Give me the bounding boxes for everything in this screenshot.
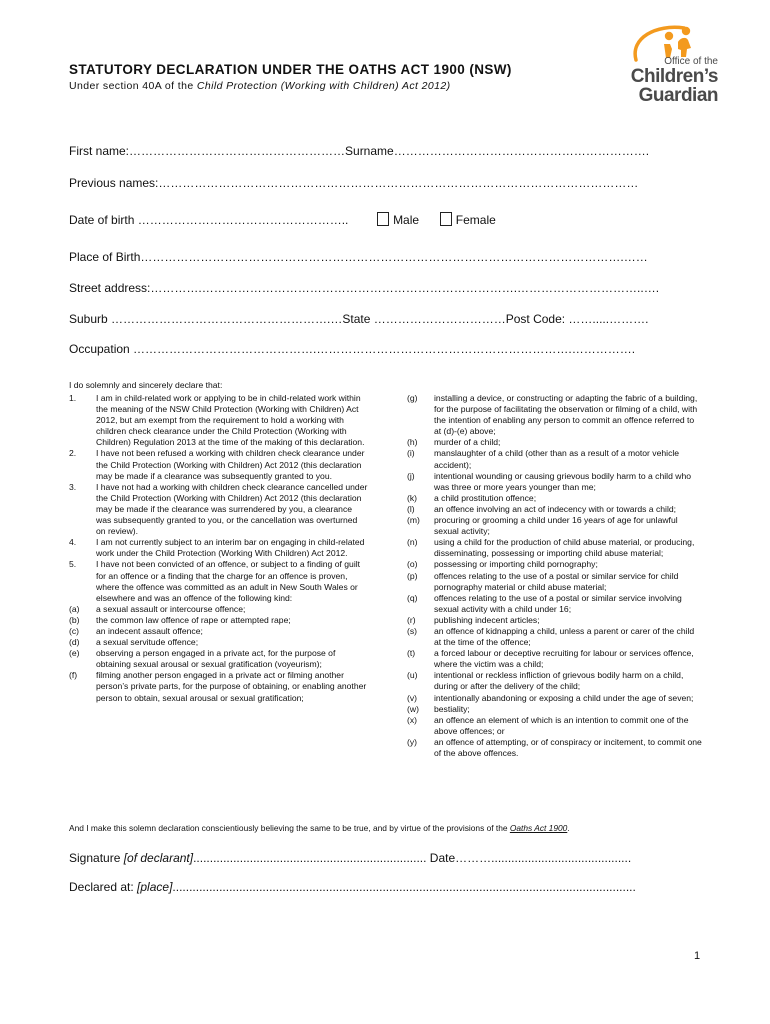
declaration-item-label: (s) [407,625,418,636]
declaration-item-text: a child prostitution offence; [434,492,537,503]
declaration-item-text: I have not been refused a working with children check clearance under the Child Protection (Working with Children) Act 2012 (this declaration may be made if a clearance was subsequently granted to you. [96,448,365,481]
declaration-item-label: (i) [407,448,415,459]
declaration-item-text: an offence of attempting, or of conspiracy or incitement, to commit one of the above offences. [434,736,702,758]
declaration-item-text: a forced labour or deceptive recruiting for labour or services offence, where the victim was a child; [434,648,694,670]
declaration-item-text: filming another person engaged in a private act or filming another person’s private parts, for the purpose of obtaining, or enabling another person to obtain, sexual arousal or sexual gratification; [96,670,367,703]
declaration-item-label: 1. [69,393,77,403]
right-column [407,393,703,759]
declaration-item-label: (t) [407,648,416,659]
declaration-item-text: I am in child-related work or applying to be in child-related work within the meaning of the NSW Child Protection (Working with Children) Act 2012, but am exempt from the requirement to hold a working with children check clearance under the Child Protection (Working with Children) Regulation 2013 at the time of the making of this declaration. [96,393,365,448]
first-name-surname-field[interactable]: First name:………………………………………………Surname………………………………………………………. [69,144,650,158]
declaration-item [407,704,703,715]
declaration-item-text: observing a person engaged in a private act, for the purpose of obtaining sexual arousal or sexual gratification (voyeurism); [96,648,336,670]
declaration-item [69,615,369,626]
declaration-item [407,626,703,648]
declaration-item-label: (n) [407,537,418,548]
declaration-item [407,537,703,559]
place-of-birth-field[interactable]: Place of Birth………………………………………………………………………………………………………….…… [69,250,648,264]
page-title: STATUTORY DECLARATION UNDER THE OATHS ACT 1900 (NSW) [69,62,512,77]
declaration-item-label: (c) [69,625,80,636]
declaration-item [69,670,369,703]
declaration-item [407,615,703,626]
declaration-item-label: (p) [407,570,418,581]
declaration-item [69,482,369,537]
logo-line-1: Office of the [664,56,718,67]
declaration-item-text: intentionally abandoning or exposing a child under the age of seven; [434,692,694,703]
date-of-birth-row [69,212,496,227]
date-of-birth-field[interactable]: Date of birth …………………………………………….. [69,213,349,227]
signature-field[interactable] [69,851,631,865]
oaths-act-link[interactable]: Oaths Act 1900 [509,823,568,833]
declaration-item [407,448,703,470]
declaration-item-text: a sexual assault or intercourse offence; [96,603,246,614]
signature-date[interactable]: Date……….......................................... [426,851,632,865]
declaration-item [69,648,369,670]
declaration-item-text: an offence involving an act of indecency with or towards a child; [434,503,677,514]
declaration-item [407,559,703,570]
declaration-item-label: (k) [407,492,418,503]
male-checkbox[interactable] [377,212,389,226]
declaration-item-text: I have not had a working with children check clearance cancelled under the Child Protection (Working with Children) Act 2012 (this declaration may be made if the clearance was surrendered by you, a clearance was subsequently granted to you, or the cancellation was overturned on review). [96,481,368,537]
declared-at-dots: ........................................................................................................................................... [172,880,636,894]
declaration-item [69,604,369,615]
declaration-item-text: an indecent assault offence; [96,625,203,636]
declaration-item-label: (m) [407,515,420,526]
left-column [69,393,369,704]
declaration-item-text: an offence an element of which is an intention to commit one of the above offences; or [434,714,689,736]
declaration-item-label: 2. [69,448,77,459]
closing-end: . [567,823,570,833]
declaration-item [407,571,703,593]
declaration-item-text: I am not currently subject to an interim bar on engaging in child-related work under the Child Protection (Working With Children) Act 2012. [96,537,365,559]
signature-dots: ...................................................................... [193,851,427,865]
declaration-item-label: (b) [69,614,80,625]
declaration-item-label: 4. [69,537,77,548]
declared-at-field[interactable] [69,880,636,894]
logo-line-3: Guardian [638,85,718,106]
signature-label: Signature [69,851,124,865]
declaration-item-text: offences relating to the use of a postal or similar service involving sexual activity with a child under 16; [434,592,682,614]
declaration-item-label: (w) [407,703,419,714]
declaration-item-label: (a) [69,603,80,614]
declaration-item-text: bestiality; [434,703,470,714]
declaration-item [407,670,703,692]
suburb-state-postcode-field[interactable]: Suburb ……………………………………………….…State ……………………………Post Code: …….....………. [69,312,649,326]
declaration-item [407,493,703,504]
declared-at-hint: [place] [137,880,173,894]
declaration-item-text: installing a device, or constructing or adapting the fabric of a building, for the purpose of facilitating the observation or filming of a child, with the intention of enabling any person to commit an offence referred to at (d)-(e) above; [434,393,698,437]
declaration-item-text: offences relating to the use of a postal or similar service for child pornography material or child abuse material; [434,570,679,592]
declaration-item [407,593,703,615]
declaration-item-label: (j) [407,470,415,481]
page-subtitle [69,80,451,92]
street-address-field[interactable]: Street address:………….…………………………………………………………………….…………………………..…. [69,281,660,295]
declaration-item-label: (u) [407,670,418,681]
declaration-item-text: I have not been convicted of an offence, or subject to a finding of guilt for an offence or a finding that the charge for an offence is proven, where the offence was committed as an adult in New South Wales or elsewhere and was an offence of the following kind: [96,559,361,603]
declaration-item-text: a sexual servitude offence; [96,637,199,648]
declaration-item-text: the common law offence of rape or attempted rape; [96,614,291,625]
declaration-item [69,559,369,603]
declaration-item-label: (l) [407,503,415,514]
declaration-item-label: (o) [407,559,418,570]
declare-intro: I do solemnly and sincerely declare that: [69,380,223,390]
declaration-item-label: (d) [69,637,80,648]
declaration-item-text: manslaughter of a child (other than as a result of a motor vehicle accident); [434,448,680,470]
declaration-item [407,648,703,670]
occupation-field[interactable]: Occupation ……………………………………….……………………………………………………….……………. [69,342,636,356]
declaration-item-label: (y) [407,736,418,747]
declaration-item-text: possessing or importing child pornography; [434,559,598,570]
declaration-item [407,393,703,437]
closing-text: And I make this solemn declaration conscientiously believing the same to be true, and by virtue of the provisions of the [69,823,510,833]
declaration-item [69,448,369,481]
declaration-item [407,715,703,737]
declaration-item [69,637,369,648]
declaration-item-label: (q) [407,592,418,603]
declaration-item-label: (e) [69,648,80,659]
declaration-item-label: (v) [407,692,418,703]
closing-statement [69,823,719,834]
declaration-item [407,504,703,515]
declaration-item-label: 5. [69,559,77,570]
declaration-item-label: (h) [407,437,418,448]
previous-names-field[interactable]: Previous names:………………………………………………………………………………………………………… [69,176,639,190]
logo [626,20,722,106]
declaration-item-label: (x) [407,714,418,725]
declared-at-label: Declared at: [69,880,138,894]
declaration-item-text: intentional wounding or causing grievous bodily harm to a child who was three or more years younger than me; [434,470,692,492]
subtitle-act-name: Child Protection (Working with Children) Act 2012) [196,80,451,92]
declaration-item [407,471,703,493]
declaration-item [69,393,369,448]
declaration-item [407,515,703,537]
signature-hint: [of declarant] [123,851,194,865]
declaration-item [69,626,369,637]
female-checkbox[interactable] [440,212,452,226]
declaration-item-text: intentional or reckless infliction of grievous bodily harm on a child, during or after the delivery of the child; [434,670,684,692]
declaration-item-label: 3. [69,481,77,492]
declaration-item-text: using a child for the production of child abuse material, or producing, disseminating, possessing or importing child abuse material; [434,537,695,559]
logo-line-2: Children’s [630,66,718,87]
declaration-item-text: procuring or grooming a child under 16 years of age for unlawful sexual activity; [434,515,678,537]
declaration-item-label: (g) [407,393,418,403]
female-label: Female [455,213,496,227]
declaration-item-text: murder of a child; [434,437,501,448]
page-number: 1 [694,950,701,962]
declaration-item-text: publishing indecent articles; [434,614,540,625]
declaration-item [407,737,703,759]
subtitle-prefix: Under section 40A of the [69,80,197,92]
declaration-item [407,437,703,448]
declaration-item-label: (f) [69,670,78,681]
male-label: Male [393,213,420,227]
declaration-item [407,693,703,704]
declaration-item-label: (r) [407,614,416,625]
declaration-item [69,537,369,559]
declaration-item-text: an offence of kidnapping a child, unless a parent or carer of the child at the time of the offence; [434,625,695,648]
